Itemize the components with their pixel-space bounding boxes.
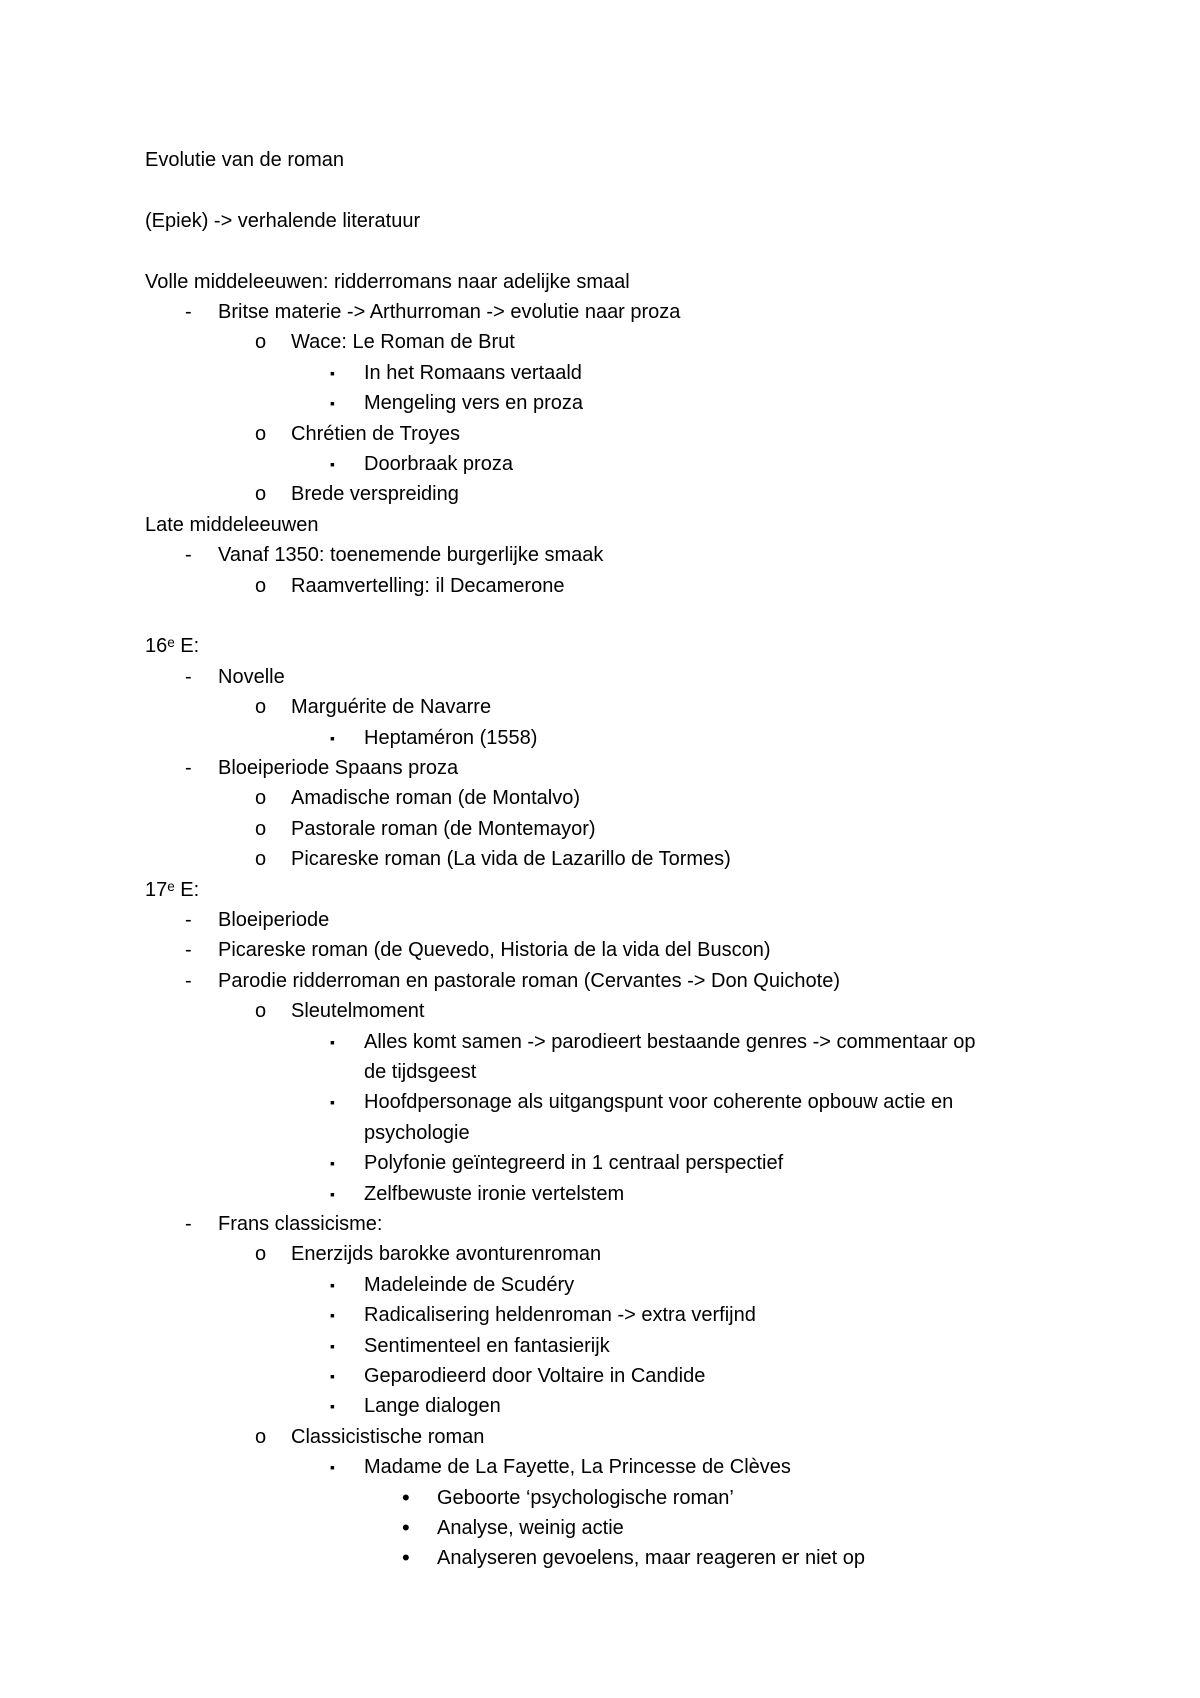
bullet-marker: ▪ (330, 1338, 335, 1354)
list-item-text: Picareske roman (La vida de Lazarillo de Tormes) (291, 848, 731, 870)
list-item-text: Parodie ridderroman en pastorale roman (Cervantes -> Don Quichote) (218, 970, 840, 992)
list-item-text: Chrétien de Troyes (291, 423, 460, 445)
section-heading: 17ᵉ E: (145, 879, 200, 901)
bullet-marker: o (255, 1000, 267, 1022)
bullet-marker: ▪ (330, 1155, 335, 1171)
bullet-marker: o (255, 331, 267, 353)
bullet-marker: ▪ (330, 1307, 335, 1323)
bullet-marker: ▪ (330, 1094, 335, 1110)
list-item-text: Analyseren gevoelens, maar reageren er niet op (437, 1547, 866, 1569)
section-heading: Late middeleeuwen (145, 514, 319, 536)
bullet-marker: ▪ (330, 1034, 335, 1050)
bullet-marker: ▪ (330, 1459, 335, 1475)
bullet-marker: - (185, 909, 192, 931)
list-item-text: Mengeling vers en proza (364, 392, 584, 414)
bullet-marker: o (255, 696, 267, 718)
bullet-marker: ▪ (330, 1368, 335, 1384)
section-heading: Volle middeleeuwen: ridderromans naar adelijke smaal (145, 271, 630, 293)
list-item-text: Britse materie -> Arthurroman -> evolutie naar proza (218, 301, 681, 323)
list-item-text: Vanaf 1350: toenemende burgerlijke smaak (218, 544, 604, 566)
bullet-marker: • (402, 1545, 410, 1570)
list-item-text: Classicistische roman (291, 1426, 485, 1448)
list-item-text: Radicalisering heldenroman -> extra verfijnd (364, 1304, 756, 1326)
bullet-marker: ▪ (330, 730, 335, 746)
list-item-text: Madame de La Fayette, La Princesse de Clèves (364, 1456, 791, 1478)
bullet-marker: o (255, 818, 267, 840)
section-heading: (Epiek) -> verhalende literatuur (145, 210, 421, 232)
list-item-text: Doorbraak proza (364, 453, 513, 475)
bullet-marker: o (255, 423, 267, 445)
list-item-text: Geparodieerd door Voltaire in Candide (364, 1365, 706, 1387)
bullet-marker: ▪ (330, 365, 335, 381)
list-item-text: Picareske roman (de Quevedo, Historia de la vida del Buscon) (218, 939, 771, 961)
bullet-marker: ▪ (330, 1277, 335, 1293)
bullet-marker: • (402, 1485, 410, 1510)
list-item-text: Frans classicisme: (218, 1213, 383, 1235)
list-item-text: Analyse, weinig actie (437, 1517, 624, 1539)
list-item-text: Hoofdpersonage als uitgangspunt voor coherente opbouw actie en (364, 1091, 954, 1113)
list-item-text: Enerzijds barokke avonturenroman (291, 1243, 602, 1265)
bullet-marker: o (255, 575, 267, 597)
list-item-text: Sentimenteel en fantasierijk (364, 1335, 610, 1357)
bullet-marker: o (255, 848, 267, 870)
list-item-text: In het Romaans vertaald (364, 362, 582, 384)
bullet-marker: • (402, 1515, 410, 1540)
bullet-marker: - (185, 301, 192, 323)
bullet-marker: ▪ (330, 1186, 335, 1202)
section-heading: 16ᵉ E: (145, 635, 200, 657)
list-item-text: Raamvertelling: il Decamerone (291, 575, 565, 597)
list-item-text: Brede verspreiding (291, 483, 459, 505)
list-item-text: Geboorte ‘psychologische roman’ (437, 1487, 734, 1509)
bullet-marker: - (185, 970, 192, 992)
list-item-text: Alles komt samen -> parodieert bestaande genres -> commentaar op (364, 1031, 976, 1053)
list-item-text: Novelle (218, 666, 285, 688)
bullet-marker: o (255, 483, 267, 505)
list-item-text: Bloeiperiode Spaans proza (218, 757, 459, 779)
list-item-text: de tijdsgeest (364, 1061, 477, 1083)
bullet-marker: ▪ (330, 456, 335, 472)
bullet-marker: - (185, 544, 192, 566)
list-item-text: Sleutelmoment (291, 1000, 425, 1022)
list-item-text: Amadische roman (de Montalvo) (291, 787, 581, 809)
list-item-text: Polyfonie geïntegreerd in 1 centraal perspectief (364, 1152, 784, 1174)
bullet-marker: o (255, 1243, 267, 1265)
list-item-text: Marguérite de Navarre (291, 696, 492, 718)
list-item-text: Zelfbewuste ironie vertelstem (364, 1183, 625, 1205)
bullet-marker: - (185, 939, 192, 961)
list-item-text: Wace: Le Roman de Brut (291, 331, 515, 353)
bullet-marker: o (255, 1426, 267, 1448)
bullet-marker: ▪ (330, 395, 335, 411)
bullet-marker: ▪ (330, 1398, 335, 1414)
bullet-marker: - (185, 1213, 192, 1235)
list-item-text: Pastorale roman (de Montemayor) (291, 818, 596, 840)
bullet-marker: - (185, 757, 192, 779)
list-item-text: Madeleinde de Scudéry (364, 1274, 575, 1296)
section-heading: Evolutie van de roman (145, 149, 345, 171)
bullet-marker: o (255, 787, 267, 809)
list-item-text: Bloeiperiode (218, 909, 330, 931)
list-item-text: Heptaméron (1558) (364, 727, 538, 749)
bullet-marker: - (185, 666, 192, 688)
list-item-text: psychologie (364, 1122, 470, 1144)
list-item-text: Lange dialogen (364, 1395, 501, 1417)
